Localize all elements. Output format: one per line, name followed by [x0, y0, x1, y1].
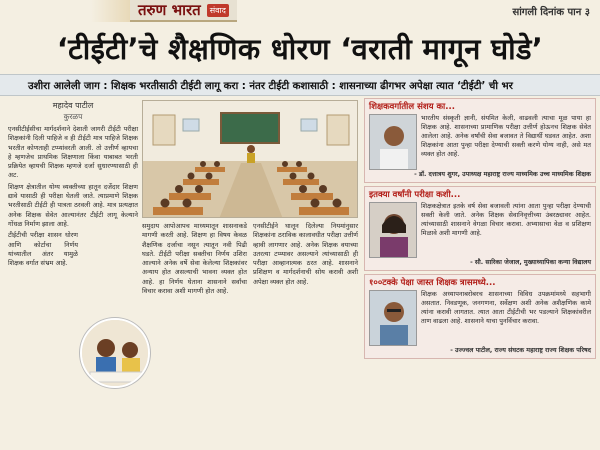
inset-student-photo: [80, 318, 150, 388]
author-name: महादेव पाटील: [52, 101, 94, 110]
box-title: इतक्या वर्षांनी परीक्षा कशी...: [369, 190, 461, 200]
person-portrait: [370, 203, 417, 258]
subheadline-bar: [0, 74, 600, 96]
classroom-photo: [142, 100, 358, 218]
contributor-photo: [369, 114, 417, 170]
byline: [8, 100, 138, 122]
box-signature: - उज्ज्वल पाटील, राज्य संघटक महाराष्ट्र राज्य शिक्षक परिषद: [450, 347, 591, 354]
edition-info: सांगली दिनांक पान ३: [512, 7, 590, 18]
paragraph: शिक्षण क्षेत्रातील योग्य व्यक्तीच्या हातून दर्जेदार शिक्षण द्यावे यासाठी ही परीक्षा घेतली जाते. त्याप्रमाणे शिक्षक भरतीसाठी टीईटी ही पात्रता ठरवली आहे. मात्र प्रत्यक्षात अनेक शिक्षक सेवेत आल्यानंतर टीईटी लागू केल्याने गोंधळ निर्माण झाला आहे.: [8, 182, 138, 228]
box-title: शिक्षकवर्गातील संशय का...: [369, 102, 455, 112]
headline: ‘टीईटी’चे शैक्षणिक धोरण ‘वराती मागून घोडे’: [56, 31, 544, 66]
left-column: [8, 100, 138, 448]
opinion-box: [364, 98, 596, 183]
box-signature: - सौ. सारिका जेजाल, मुख्याध्यापिका कन्या विद्यालय: [470, 259, 591, 266]
right-column: [364, 98, 596, 448]
text-column: समुदाय आपोआपच माध्यमातून शासनाकडे मागणी करती आहे. शिक्षण हा विषय केवळ शैक्षणिक दर्जाचा नसून त्यातून नवी पिढी घडते. टीईटी परीक्षा सक्तीचा निर्णय उशिरा आल्याने अनेक वर्षे सेवा केलेल्या शिक्षकांवर अन्याय होत असल्याची भावना व्यक्त होत आहे. हा निर्णय घेताना शासनाने सर्वांचा विचार करावा अशी मागणी होत आहे.: [142, 222, 247, 296]
text-column: एनसीटीईने घालून दिलेल्या नियमांनुसार शिक्षकांना ठराविक कालावधीत परीक्षा उत्तीर्ण व्हावी लागणार आहे. अनेक शिक्षक वयाच्या उतरत्या टप्प्यावर असल्याने त्यांच्यासाठी ही परीक्षा आव्हानात्मक ठरत आहे. शासनाने प्रशिक्षण व मार्गदर्शनाची सोय करावी अशी अपेक्षा व्यक्त होत आहे.: [253, 222, 358, 286]
dateline-location: कुरळप: [63, 112, 83, 121]
person-portrait: [370, 115, 417, 170]
subheadline: उशीरा आलेली जाग : शिक्षक भरतीसाठी टीईटी लागू करा : नंतर टीईटी कशासाठी : शासनाच्या ढीगभर अपेक्षा त्यात ‘टीईटी’ ची भर: [28, 81, 513, 92]
brand-name: तरुण भारत: [138, 1, 201, 19]
box-text: शिक्षक अध्यापनाबरोबरच शासनाच्या विविध उपक्रमांमध्ये सहभागी असतात. निवडणूक, जनगणना, सर्वेक्षण अशी अनेक अशैक्षणिक कामे त्यांना करावी लागतात. त्यात आता टीईटीची भर पडल्याने शिक्षकांवरील ताण वाढला आहे. शासनाने याचा पुनर्विचार करावा.: [421, 290, 591, 325]
box-signature: - डॉ. दत्तात्रय शुगर, उपाध्यक्ष महाराष्ट्र राज्य माध्यमिक उच्च माध्यमिक शिक्षक: [414, 171, 591, 178]
opinion-box: [364, 274, 596, 359]
student-writing-illustration: [82, 320, 150, 388]
person-portrait: [370, 291, 417, 346]
masthead-spacer: [0, 0, 130, 22]
box-title: १००टक्के पेक्षा जास्त शिक्षक त्रासमध्ये...: [369, 278, 496, 288]
article-body-middle: [142, 222, 358, 448]
box-text: शिक्षकक्षेत्रात इतके वर्ष सेवा बजावली त्यांना आता पुन्हा परीक्षा देण्याची सक्ती केली जाते. अनेक शिक्षक सेवानिवृत्तीच्या उंबरठ्यावर आहेत. त्यांच्यासाठी शासनाने वेगळा विचार करावा. अभ्यासाचा वेळ व प्रशिक्षण मिळावे अशी मागणी आहे.: [421, 202, 591, 237]
paragraph: एनसीटीईसीचा मार्गदर्शनाने देशाती जागरी टीईटी परीक्षा शिक्षकांनी दिली पाहिजे व ही टीईटी मात्र पाहिजे शिक्षक भरतीत कोणताही टप्प्यांवरती आली. तो उत्तीर्ण व्हायचा हे म्हणजेच प्राथमिक शिक्षणाला किंवा याबाबत भरती प्रक्रियेत व्हायची शिक्षक म्हणजे दर्जा सुधारण्यासाठी ही अट.: [8, 125, 138, 180]
masthead: [0, 0, 600, 22]
brand-tag: संवाद: [207, 4, 229, 17]
classroom-illustration: [143, 101, 358, 218]
article-body-left: [8, 125, 138, 268]
box-text: भारतीय संस्कृती ज्ञानी, संयमित केली, वाढवली त्याचा मूळ पाया हा शिक्षक आहे. शासनाच्या प्रामाणिक परीक्षा उत्तीर्ण होऊनच शिक्षक सेवेत आलेला आहे. अनेक वर्षांची सेवा बजावत ते विद्यार्थी घडवत आहेत. अशा शिक्षकांना आता पुन्हा परीक्षा देण्याची सक्ती करणे योग्य नाही, असे मत व्यक्त होत आहे.: [421, 114, 591, 158]
newspaper-brand: [130, 0, 237, 22]
headline-block: [0, 22, 600, 74]
paragraph: टीईटीची परीक्षा शासन धोरण आणि कोर्टाचा निर्णय यांच्यातील अंतर यामुळे शिक्षक वर्गात संभ्रम आहे.: [8, 231, 78, 268]
contributor-photo: [369, 290, 417, 346]
opinion-box: [364, 186, 596, 271]
contributor-photo: [369, 202, 417, 258]
